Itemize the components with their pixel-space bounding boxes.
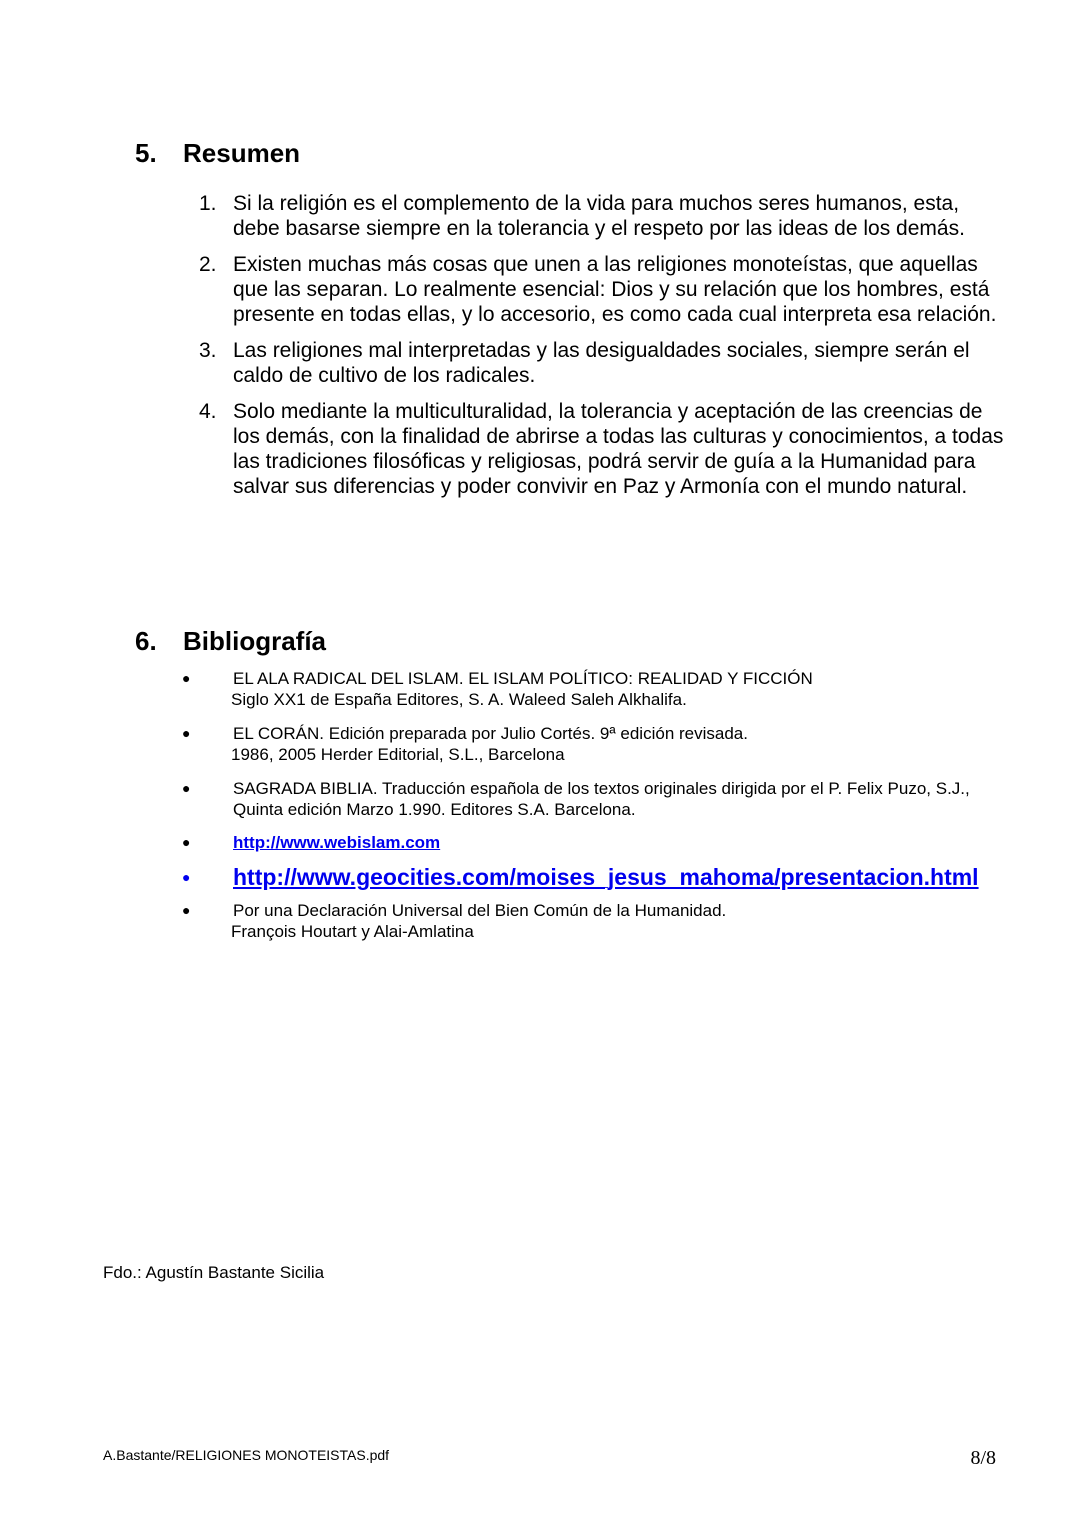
bullet-icon: ● [182, 725, 191, 741]
bibliography-entry [0, 723, 1080, 765]
bullet-icon: ● [182, 869, 191, 885]
bibliography-entry [0, 900, 1080, 942]
entry-detail: 1986, 2005 Herder Editorial, S.L., Barcelona [231, 745, 565, 764]
item-text: Solo mediante la multiculturalidad, la tolerancia y aceptación de las creencias de los demás, con la finalidad de abrirse a todas las culturas y conocimientos, a todas las tradiciones filosóficas y religiosas, podrá servir de guía a la Humanidad para salvar sus diferencias y poder convivir en Paz y Armonía con el mundo natural. [233, 400, 1004, 498]
item-number: 1. [199, 192, 217, 215]
section-title: Resumen [183, 138, 301, 168]
webislam-link[interactable]: http://www.webislam.com [233, 833, 441, 852]
bibliography-list [0, 668, 1080, 942]
footer-filename: A.Bastante/RELIGIONES MONOTEISTAS.pdf [103, 1447, 390, 1463]
bullet-icon: ● [182, 670, 191, 686]
summary-item [0, 338, 1080, 388]
section-number: 5. [135, 138, 157, 168]
summary-list [0, 191, 1080, 510]
item-number: 2. [199, 253, 217, 276]
bibliography-entry [0, 864, 1080, 891]
summary-item [0, 191, 1080, 241]
bullet-icon: ● [182, 902, 191, 918]
entry-detail: Siglo XX1 de España Editores, S. A. Waleed Saleh Alkhalifa. [231, 690, 687, 709]
summary-item [0, 252, 1080, 327]
entry-title: Por una Declaración Universal del Bien Común de la Humanidad. [233, 901, 727, 920]
entry-title: SAGRADA BIBLIA. Traducción española de los textos originales dirigida por el P. Felix Puzo, S.J., Quinta edición Marzo 1.990. Editores S.A. Barcelona. [233, 779, 970, 819]
section-number: 6. [135, 626, 157, 656]
item-text: Existen muchas más cosas que unen a las religiones monoteístas, que aquellas que las separan. Lo realmente esencial: Dios y su relación que los hombres, está presente en todas ellas, y lo accesorio, es como cada cual interpreta esa relación. [233, 253, 997, 326]
signature: Fdo.: Agustín Bastante Sicilia [103, 1263, 325, 1282]
bullet-icon: ● [182, 780, 191, 796]
bibliography-entry [0, 778, 1080, 820]
resumen-heading [135, 138, 300, 168]
bibliography-entry [0, 668, 1080, 710]
item-number: 3. [199, 339, 217, 362]
section-title: Bibliografía [183, 626, 327, 656]
geocities-link[interactable]: http://www.geocities.com/moises_jesus_mahoma/presentacion.html [233, 864, 979, 890]
item-text: Si la religión es el complemento de la vida para muchos seres humanos, esta, debe basarse siempre en la tolerancia y el respeto por las ideas de los demás. [233, 192, 965, 240]
entry-title: EL ALA RADICAL DEL ISLAM. EL ISLAM POLÍTICO: REALIDAD Y FICCIÓN [233, 669, 813, 688]
item-number: 4. [199, 400, 217, 423]
entry-detail: François Houtart y Alai-Amlatina [231, 922, 474, 941]
bullet-icon: ● [182, 834, 191, 850]
item-text: Las religiones mal interpretadas y las desigualdades sociales, siempre serán el caldo de cultivo de los radicales. [233, 339, 970, 387]
bibliography-entry [0, 832, 1080, 853]
bibliografia-heading [135, 626, 326, 656]
page-number: 8/8 [970, 1447, 996, 1469]
entry-title: EL CORÁN. Edición preparada por Julio Cortés. 9ª edición revisada. [233, 724, 748, 743]
summary-item [0, 399, 1080, 499]
